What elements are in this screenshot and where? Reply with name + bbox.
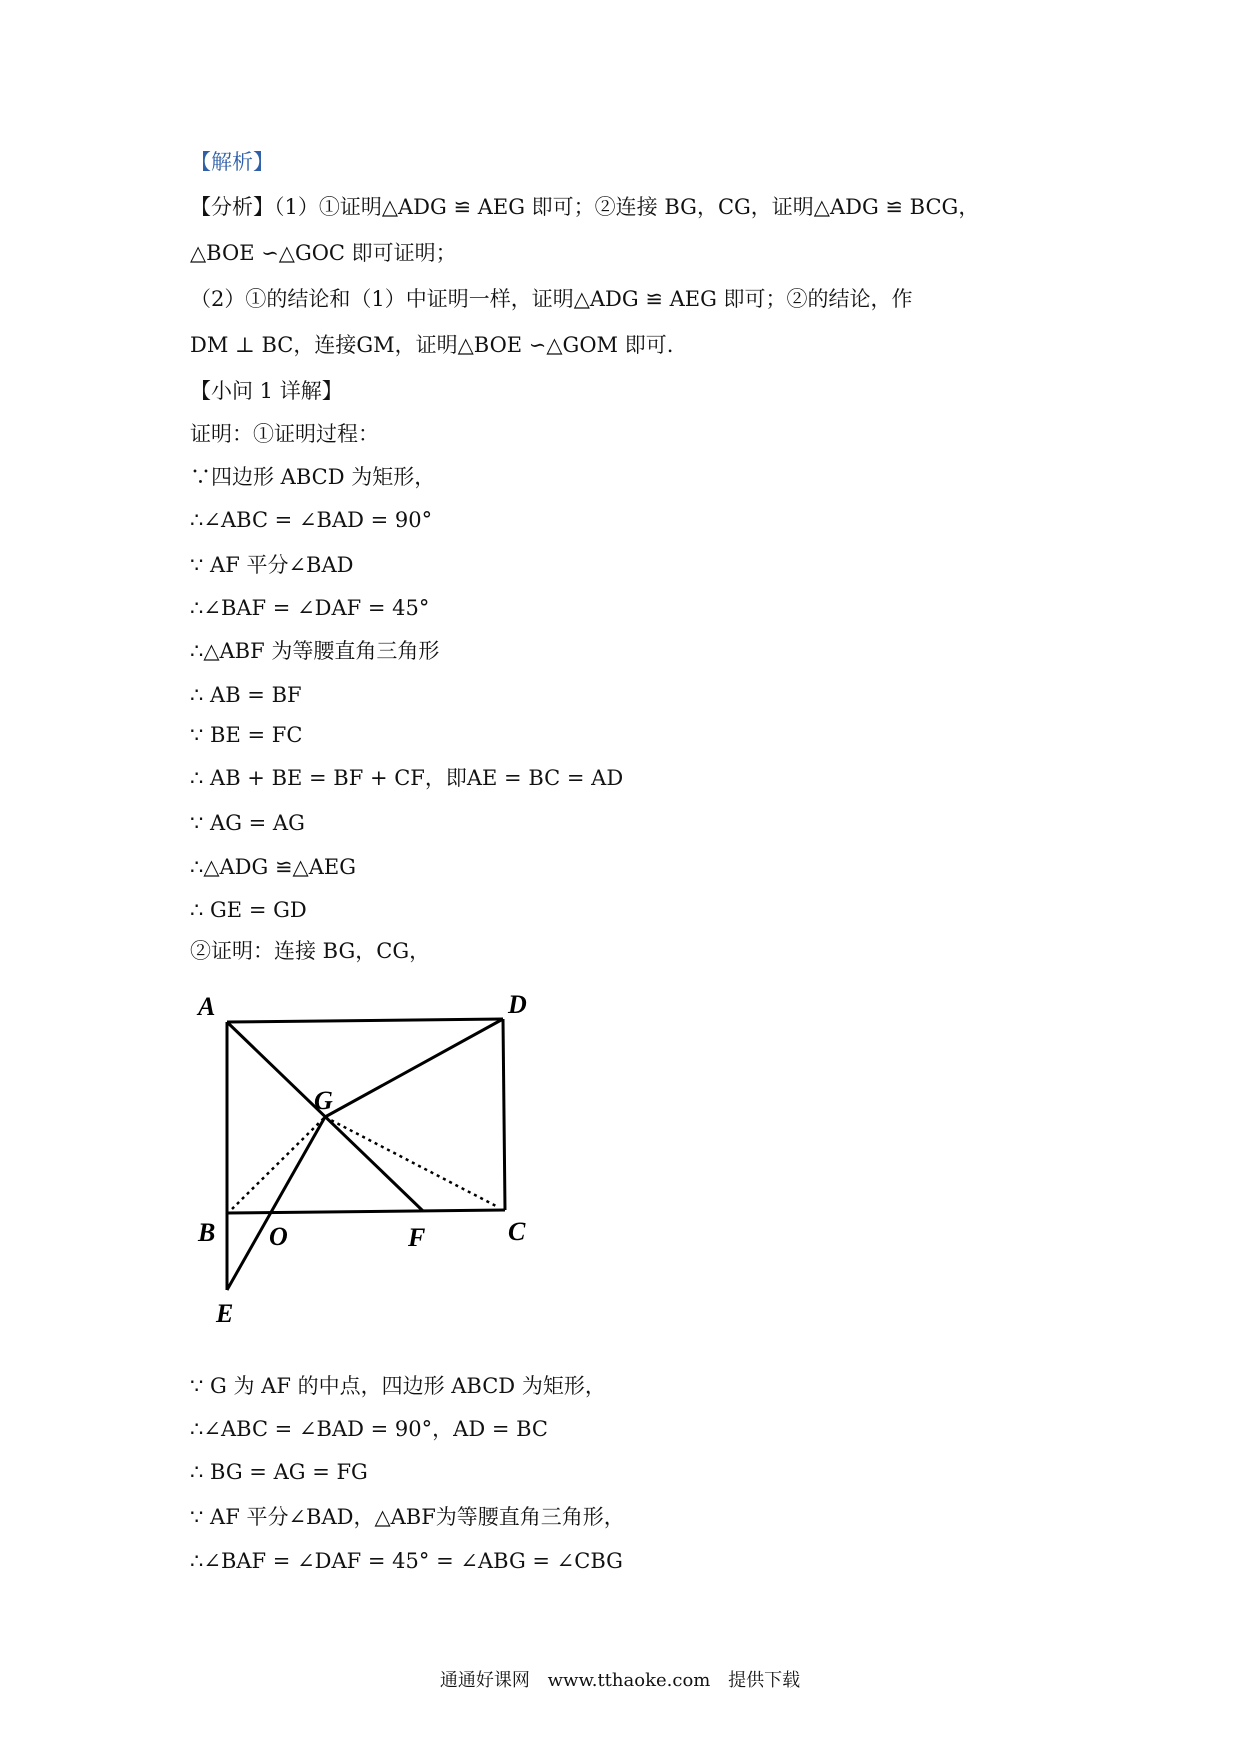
segment-GE <box>227 1117 325 1290</box>
text-line: ∵ AF 平分∠BAD <box>190 553 354 577</box>
segment-BG-dotted <box>232 1117 325 1209</box>
text-line: ∴△ABF 为等腰直角三角形 <box>190 639 440 663</box>
text-line: ∴△ADG ≌△AEG <box>190 855 356 879</box>
text-line: DM ⊥ BC，连接GM，证明△BOE ∽△GOM 即可. <box>190 333 674 357</box>
footer-site-name: 通通好课网 <box>439 1670 530 1691</box>
text-line: ∴ AB + BE = BF + CF，即AE = BC = AD <box>190 766 624 790</box>
text-line: 证明：①证明过程： <box>190 422 379 446</box>
geometry-figure <box>190 985 570 1345</box>
text-line: ∴ AB = BF <box>190 683 302 707</box>
text-line: ∵ BE = FC <box>190 723 303 747</box>
text-line: ∴ BG = AG = FG <box>190 1460 368 1484</box>
text-line: ∵ AF 平分∠BAD，△ABF为等腰直角三角形， <box>190 1505 625 1529</box>
text-line: △BOE ∽△GOC 即可证明； <box>190 241 457 265</box>
point-label-D: D <box>508 990 527 1019</box>
segment-GC-dotted <box>325 1117 498 1207</box>
text-line: ∴∠ABC = ∠BAD = 90°，AD = BC <box>190 1417 548 1441</box>
text-line: ∴∠ABC = ∠BAD = 90° <box>190 508 433 532</box>
segment-BC <box>227 1210 505 1213</box>
section-heading: 【解析】 <box>190 150 274 174</box>
point-label-O: O <box>269 1222 288 1251</box>
text-line: 【小问 1 详解】 <box>190 379 343 403</box>
point-label-C: C <box>508 1217 526 1246</box>
text-line: ∵ AG = AG <box>190 811 305 835</box>
footer-suffix: 提供下载 <box>728 1670 801 1691</box>
footer-url: www.tthaoke.com <box>547 1670 711 1691</box>
text-line: ②证明：连接 BG，CG， <box>190 939 431 963</box>
point-label-F: F <box>408 1223 426 1252</box>
point-label-G: G <box>314 1086 333 1115</box>
text-line: 【分析】（1）①证明△ADG ≌ AEG 即可；②连接 BG，CG，证明△ADG ≌ BCG， <box>190 195 980 219</box>
text-line: ∴∠BAF = ∠DAF = 45° <box>190 596 430 620</box>
text-line: ∵四边形 ABCD 为矩形， <box>190 465 436 489</box>
point-label-E: E <box>216 1299 234 1328</box>
segment-DG <box>325 1019 503 1117</box>
text-line: （2）①的结论和（1）中证明一样，证明△ADG ≌ AEG 即可；②的结论，作 <box>190 287 913 311</box>
point-label-B: B <box>198 1218 216 1247</box>
segment-DC <box>503 1019 505 1210</box>
text-line: ∴∠BAF = ∠DAF = 45° = ∠ABG = ∠CBG <box>190 1549 623 1573</box>
text-line: ∴ GE = GD <box>190 898 307 922</box>
point-label-A: A <box>198 992 216 1021</box>
page-footer <box>0 1666 1240 1692</box>
segment-AD <box>227 1019 503 1022</box>
text-line: ∵ G 为 AF 的中点，四边形 ABCD 为矩形， <box>190 1374 606 1398</box>
